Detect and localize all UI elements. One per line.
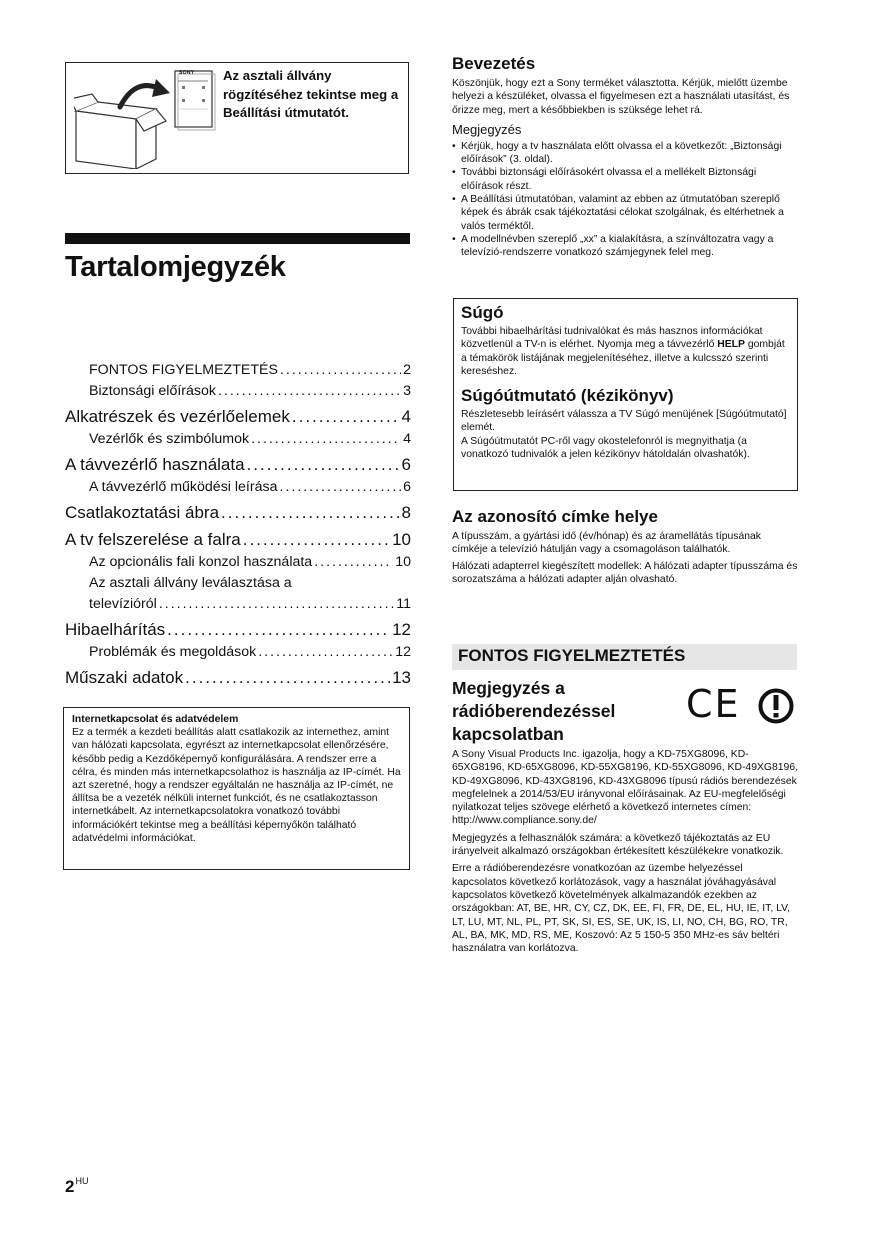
page-number-value: 2 bbox=[65, 1177, 75, 1196]
radio-declaration: A Sony Visual Products Inc. igazolja, hogy a KD-75XG8096, KD-65XG8196, KD-65XG8096, KD-55XG8196, KD-55XG8096, KD-49XG8196, KD-49XG8096, KD-43XG8196, KD-43XG8096 típusú rádiós berendezések megfelelnek a 2014/53/EU irányvonal előírásainak. Az EU-megfelelőségi nyilatkozat teljes szövege elérhető a következő internetes címen: http://www.compliance.sony.de/ bbox=[452, 749, 798, 827]
help-guide-title: Súgóútmutató (kézikönyv) bbox=[461, 386, 674, 406]
toc-entry-label: Vezérlők és szimbólumok bbox=[89, 431, 250, 447]
help-guide-body-2: A Súgóútmutatót PC-ről vagy okostelefonról is megnyithatja (a vonatkozó tudnivalók a jelen kézikönyv hátoldalán olvashatók). bbox=[461, 435, 750, 461]
help-body-text: További hibaelhárítási tudnivalókat és más hasznos információkat közvetlenül a TV-n is elérhet. Nyomja meg a távvezérlő bbox=[461, 326, 763, 351]
compliance-marks bbox=[686, 682, 798, 726]
toc-entry-label: A tv felszerelése a falra bbox=[65, 530, 241, 549]
radio-user-note: Megjegyzés a felhasználók számára: a következő tájékoztatás az EU irányelveit alkalmazó országokban értékesített készülékekre vonatkozik. bbox=[452, 832, 784, 858]
toc-entry-page: 4 bbox=[401, 407, 411, 426]
table-of-contents bbox=[65, 360, 411, 690]
toc-entry-page: 10 bbox=[395, 554, 411, 570]
radio-note-body bbox=[452, 748, 798, 955]
toc-header-bar bbox=[65, 233, 410, 244]
toc-entry-label: Műszaki adatok bbox=[65, 668, 184, 687]
help-box bbox=[453, 298, 798, 491]
intro-note-title: Megjegyzés bbox=[452, 121, 522, 137]
radio-restrictions: Erre a rádióberendezésre vonatkozóan az üzembe helyezéssel kapcsolatos következő korlátozások, vagy a használat jóváhagyásával kapcsolatos következő követelmények alkalmazandók ezekben az országokban: AT, BE, HR, CY, CZ, DK, EE, FI, FR, DE, EL, HU, IE, IT, LV, LT, LU, MT, NL, PL, PT, SK, SI, ES, SE, UK, IS, LI, NO, CH, BG, RO, TR, AL, BA, MK, MD, RS, ME, Koszovó: Az 5 150-5 350 MHz-es sáv beltéri használatra van korlátozva. bbox=[452, 863, 790, 955]
toc-entry-page: 3 bbox=[403, 383, 411, 399]
toc-entry[interactable] bbox=[65, 453, 411, 477]
toc-entry-label: Hibaelhárítás bbox=[65, 620, 166, 639]
toc-entry[interactable] bbox=[65, 666, 411, 690]
toc-entry-page: 11 bbox=[396, 596, 411, 612]
help-body-text: gombját a témakörök listájának megjelenítéséhez, illetve a kulcsszó szerinti kereséshez. bbox=[461, 339, 785, 377]
stand-notice-box bbox=[65, 62, 409, 174]
id-label-title: Az azonosító címke helye bbox=[452, 507, 658, 526]
help-body bbox=[461, 325, 790, 378]
list-item: • További biztonsági előírásokért olvassa el a mellékelt Biztonsági előírások részt. bbox=[452, 166, 798, 193]
toc-entry[interactable] bbox=[65, 477, 411, 498]
radio-note-title: Megjegyzés a rádióberendezéssel kapcsolatban bbox=[452, 678, 616, 744]
toc-entry-label: Biztonsági előírások bbox=[89, 383, 216, 399]
toc-title: Tartalomjegyzék bbox=[65, 251, 286, 283]
toc-entry[interactable] bbox=[65, 642, 411, 663]
toc-entry-page: 12 bbox=[392, 620, 411, 639]
toc-entry-page: 6 bbox=[403, 479, 411, 495]
toc-entry-label: Az asztali állvány leválasztása a bbox=[89, 575, 292, 591]
list-item: • A Beállítási útmutatóban, valamint az ebben az útmutatóban szereplő képek és ábrák csak tájékoztatási célokat szolgálnak, és eltérhetnek a valós terméktől. bbox=[452, 193, 798, 233]
tv-box-manual-illustration bbox=[74, 69, 224, 169]
toc-entry-label: Problémák és megoldások bbox=[89, 644, 257, 660]
important-title: FONTOS FIGYELMEZTETÉS bbox=[458, 646, 686, 665]
list-item: • Kérjük, hogy a tv használata előtt olvassa el a következőt: „Biztonsági előírások” (3. oldal). bbox=[452, 140, 798, 167]
privacy-body: Ez a termék a kezdeti beállítás alatt csatlakozik az internethez, amint van hálózati kapcsolata, egyrészt az internetkapcsolat ellenőrzésére, később pedig a Kezdőképernyő konfigurálására. A rendszer erre a célra, és minden más internetkapcsolathoz is használja az IP-címét. Ha azt szeretné, hogy a rendszer egyáltalán ne használja az IP-címét, ne állítsa be a vezeték nélküli internet funkciót, és ne csatlakoztasson internetkábelt. Az internetkapcsolatokra vonatkozó további információkért tekintse meg a beállítási képernyőkön található adatvédelmi információkat. bbox=[72, 727, 401, 844]
intro-section bbox=[452, 53, 798, 260]
id-label-section bbox=[452, 506, 798, 586]
toc-entry-page: 13 bbox=[392, 668, 411, 687]
toc-entry[interactable] bbox=[65, 573, 411, 594]
toc-entry-page: 6 bbox=[401, 455, 411, 474]
alert-class-icon bbox=[758, 688, 794, 724]
page-number bbox=[65, 1176, 88, 1197]
list-item: • A modellnévben szereplő „xx” a kialakításra, a színváltozatra vagy a televízió-rendszerre vonatkozó számjegynek felel meg. bbox=[452, 233, 798, 260]
help-button-name: HELP bbox=[717, 339, 745, 351]
page-language-code: HU bbox=[75, 1176, 89, 1186]
toc-entry[interactable] bbox=[65, 501, 411, 525]
toc-entry-label: FONTOS FIGYELMEZTETÉS bbox=[89, 362, 278, 378]
toc-entry[interactable] bbox=[65, 429, 411, 450]
intro-body: Köszönjük, hogy ezt a Sony terméket választotta. Kérjük, mielőtt üzembe helyezi a készüléket, olvassa el figyelmesen ezt a használati utasítást, és őrizze meg, mert a későbbiekben is szüksége lehet rá. bbox=[452, 78, 790, 116]
toc-entry-page: 12 bbox=[395, 644, 411, 660]
toc-entry-label: Csatlakoztatási ábra bbox=[65, 503, 220, 522]
privacy-title: Internetkapcsolat és adatvédelem bbox=[72, 714, 239, 725]
toc-entry-label: Az opcionális fali konzol használata bbox=[89, 554, 313, 570]
stand-notice-text: Az asztali állvány rögzítéséhez tekintse meg a Beállítási útmutatót. bbox=[223, 68, 399, 120]
toc-entry[interactable] bbox=[65, 618, 411, 642]
intro-title: Bevezetés bbox=[452, 54, 536, 73]
toc-entry-label: A távvezérlő használata bbox=[65, 455, 245, 474]
toc-entry-label: A távvezérlő működési leírása bbox=[89, 479, 278, 495]
ce-mark-icon: CE bbox=[686, 682, 741, 726]
important-warning-bar bbox=[452, 644, 797, 670]
toc-entry[interactable] bbox=[65, 405, 411, 429]
toc-entry[interactable] bbox=[65, 528, 411, 552]
toc-entry-label: Alkatrészek és vezérlőelemek bbox=[65, 407, 290, 426]
toc-entry-continued[interactable] bbox=[65, 594, 411, 615]
intro-note-list bbox=[452, 140, 798, 260]
id-label-body-2: Hálózati adapterrel kiegészített modellek: A hálózati adapter típusszáma és sorozatszáma a hálózati adapter alján olvasható. bbox=[452, 560, 798, 585]
toc-entry-page: 4 bbox=[403, 431, 411, 447]
id-label-body-1: A típusszám, a gyártási idő (év/hónap) és az áramellátás típusának címkéje a televízió hátulján vagy a csomagoláson találhatók. bbox=[452, 531, 761, 556]
toc-entry[interactable] bbox=[65, 552, 411, 573]
privacy-notice-box bbox=[63, 707, 410, 870]
toc-entry-page: 2 bbox=[403, 362, 411, 378]
toc-entry[interactable] bbox=[65, 360, 411, 381]
toc-entry-label: televízióról bbox=[89, 596, 157, 612]
manual-brand-label: SONY bbox=[179, 70, 195, 76]
toc-entry-page: 8 bbox=[401, 503, 411, 522]
toc-entry-page: 10 bbox=[392, 530, 411, 549]
help-title: Súgó bbox=[461, 303, 504, 322]
toc-entry[interactable] bbox=[65, 381, 411, 402]
help-guide-body-1: Részletesebb leírásért válassza a TV Súgó menüjének [Súgóútmutató] elemét. bbox=[461, 409, 787, 434]
